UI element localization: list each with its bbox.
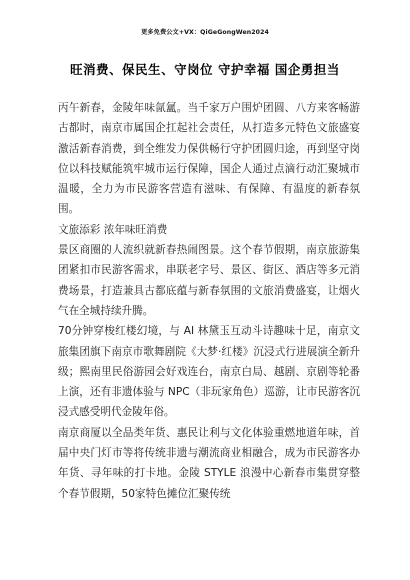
section-paragraph-2: 70分钟穿梭红楼幻境，与 AI 林黛玉互动斗诗趣味十足，南京文旅集团旗下南京市歌舞剧院《大梦·红楼》沉浸式行进展演全新升级；熙南里民俗游园会好戏连台，南京白局、越剧、京剧等轮番上演，还有非遗体验与 NPC（非玩家角色）巡游，让市民游客沉浸式感受明代金陵年俗。: [58, 325, 360, 419]
document-body: [58, 98, 360, 504]
section-paragraph-3: 南京商厦以全品类年货、惠民让利与文化体验重燃地道年味，首届中央门灯市等将传统非遗与潮流商业相融合，成为市民游客办年货、寻年味的打卡地。金陵 STYLE 浪漫中心新春市集贯穿整个春节假期，50家特色摊位汇聚传统: [58, 426, 360, 500]
section-paragraph-1: 景区商圈的人流织就新春热闹图景。这个春节假期，南京旅游集团紧扣市民游客需求，串联老字号、景区、街区、酒店等多元消费场景，打造兼具古都底蕴与新春氛围的文旅消费盛宴，让烟火气在全城持续升腾。: [58, 244, 360, 317]
header-note: 更多免费公文+VX：QiGeGongWen2024: [141, 29, 269, 36]
section-heading: 文旅添彩 浓年味旺消费: [58, 223, 168, 236]
intro-paragraph: 丙午新春，金陵年味氤氲。当千家万户围炉团圆、八方来客畅游古都时，南京市属国企扛起社会责任，从打造多元特色文旅盛宴激活新春消费，到全维发力保供畅行守护团圆归途，再到坚守岗位以科技赋能筑牢城市运行保障，国企人通过点滴行动汇聚城市温暖，全力为市民游客营造有滋味、有保障、有温度的新春氛围。: [58, 102, 360, 216]
document-title: 旺消费、保民生、守岗位 守护幸福 国企勇担当: [70, 62, 340, 77]
